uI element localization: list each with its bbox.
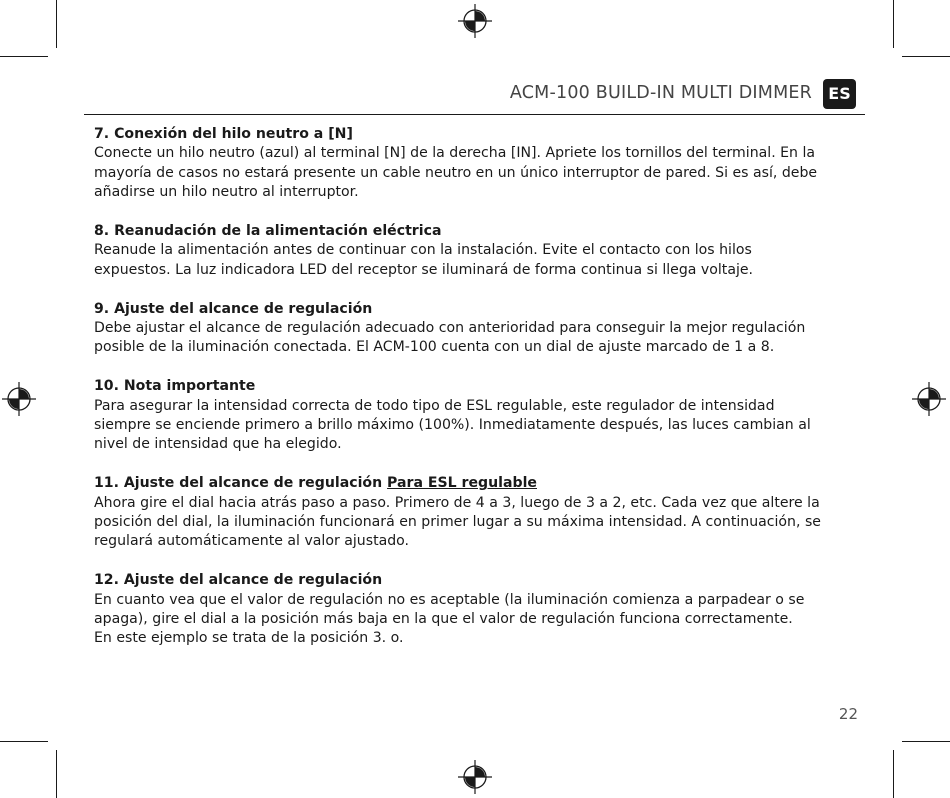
section-10 (94, 377, 864, 455)
page-header (0, 78, 950, 116)
language-badge: ES (823, 79, 856, 109)
section-heading-emphasis: Para ESL regulable (387, 475, 537, 492)
section-body: Reanude la alimentación antes de continuar con la instalación. Evite el contacto con los hilos expuestos. La luz indicadora LED del receptor se iluminará de forma continua si llega voltaje. (94, 242, 754, 278)
section-heading: 11. Ajuste del alcance de regulación (94, 475, 383, 492)
page-number: 22 (838, 705, 858, 723)
crop-mark-bottom-left-horizontal (0, 741, 48, 742)
crop-mark-top-left-vertical (56, 0, 57, 48)
section-heading: 12. Ajuste del alcance de regulación (94, 572, 383, 589)
crop-mark-bottom-right-horizontal (902, 741, 950, 742)
crop-mark-top-right-horizontal (902, 56, 950, 57)
section-8 (94, 222, 864, 280)
section-heading: 8. Reanudación de la alimentación eléctrica (94, 223, 442, 240)
section-body: Conecte un hilo neutro (azul) al terminal [N] de la derecha [IN]. Apriete los tornillos del terminal. En la mayoría de casos no estará presente un cable neutro en un único interruptor de pared. Si es así, debe añadirse un hilo neutro al interruptor. (94, 145, 818, 201)
document-title: ACM-100 BUILD-IN MULTI DIMMER (509, 83, 812, 103)
section-heading-wrapper (94, 474, 864, 493)
crop-mark-top-left-horizontal (0, 56, 48, 57)
section-9 (94, 300, 864, 358)
registration-mark-icon (912, 382, 946, 416)
crop-mark-bottom-right-vertical (893, 750, 894, 798)
section-heading: 7. Conexión del hilo neutro a [N] (94, 126, 353, 142)
instructions-content (94, 125, 864, 668)
registration-mark-icon (458, 4, 492, 38)
section-heading: 9. Ajuste del alcance de regulación (94, 300, 373, 317)
section-body: Para asegurar la intensidad correcta de todo tipo de ESL regulable, este regulador de intensidad siempre se enciende primero a brillo máximo (100%). Inmediatamente después, las luces cambian al nivel de intensidad que ha elegido. (94, 397, 811, 453)
header-divider (84, 114, 865, 115)
section-12 (94, 571, 864, 649)
section-body: Debe ajustar el alcance de regulación adecuado con anterioridad para conseguir la mejor regulación posible de la iluminación conectada. El ACM-100 cuenta con un dial de ajuste marcado de 1 a 8. (94, 320, 806, 356)
section-heading: 10. Nota importante (94, 378, 256, 395)
section-body: Ahora gire el dial hacia atrás paso a paso. Primero de 4 a 3, luego de 3 a 2, etc. Cada vez que altere la posición del dial, la iluminación funcionará en primer lugar a su máxima intensidad. A continuación, se regulará automáticamente al valor ajustado. (94, 494, 821, 550)
registration-mark-icon (2, 382, 36, 416)
section-7 (94, 125, 864, 203)
section-11 (94, 474, 864, 552)
registration-mark-icon (458, 760, 492, 794)
crop-mark-top-right-vertical (893, 0, 894, 48)
crop-mark-bottom-left-vertical (56, 750, 57, 798)
section-body: En cuanto vea que el valor de regulación no es aceptable (la iluminación comienza a parpadear o se apaga), gire el dial a la posición más baja en la que el valor de regulación funciona correctamente. En este ejemplo se trata de la posición 3. o. (94, 591, 805, 647)
